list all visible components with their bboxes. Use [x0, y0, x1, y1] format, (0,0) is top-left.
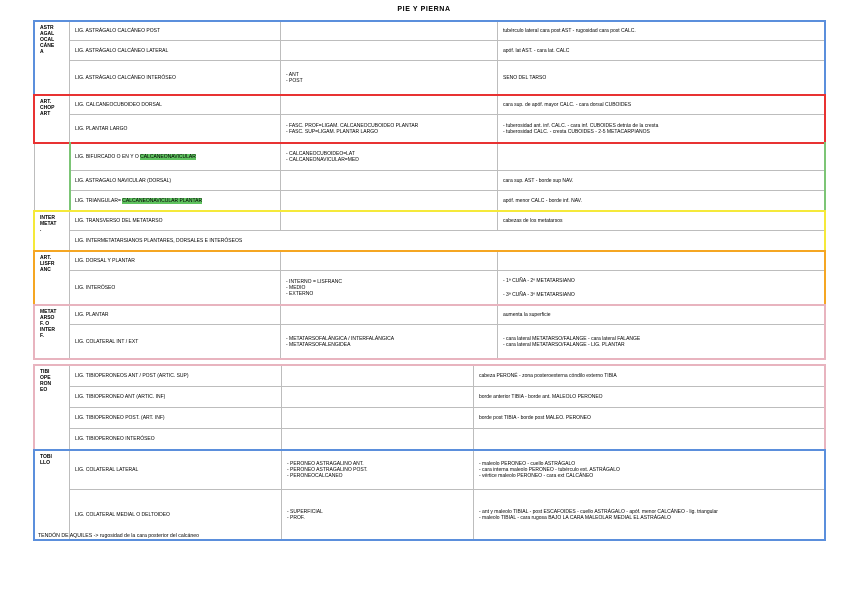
text-line: - CALCANEONAVICULAR=MED	[286, 156, 359, 163]
text-line: aumenta la superficie	[503, 311, 551, 318]
table-row	[35, 191, 825, 211]
table-row	[35, 325, 825, 359]
ligament-insertion	[498, 191, 825, 211]
table-row	[35, 490, 825, 540]
ligament-parts	[281, 41, 498, 61]
table-row	[35, 251, 825, 271]
group-label	[35, 21, 70, 95]
ligament-parts	[282, 408, 474, 429]
text-line: - CALCANEOCUBOIDEO=LAT	[286, 150, 355, 157]
group-label-line: F. O	[40, 321, 50, 327]
ligament-parts	[282, 450, 474, 490]
table-row	[35, 408, 825, 429]
ligament-name: LIG. INTERÓSEO	[70, 271, 281, 305]
text-line: - cara interna maleolo PERONEO - tubérculo ext. ASTRÁGALO	[479, 466, 620, 473]
ligament-parts	[281, 171, 498, 191]
group-label-line: RON	[40, 381, 52, 387]
text-line: borde post TIBIA - borde post MALEO. PERONEO	[479, 415, 591, 421]
group-label-line: TIBI	[40, 369, 50, 375]
ligament-parts	[281, 211, 498, 231]
ligament-name	[70, 191, 281, 211]
group-label	[35, 365, 70, 450]
ligament-insertion	[498, 95, 825, 115]
table-row	[35, 231, 825, 251]
ligament-parts	[281, 305, 498, 325]
highlighted-term: CALCANEONAVICULAR PLANTAR	[122, 197, 203, 204]
ligament-parts	[282, 490, 474, 540]
group-label-line: LLO	[40, 460, 50, 466]
ligament-name-text: LIG. BIFURCADO O EN Y O	[75, 153, 141, 160]
ligament-insertion	[498, 61, 825, 95]
group-label	[35, 95, 70, 211]
footer-note: TENDÓN DE AQUILES -> rugosidad de la cara posterior del calcáneo	[38, 533, 200, 539]
group-label-line: ARSO	[40, 315, 55, 321]
text-line: - PERONEO ASTRAGALINO POST.	[287, 466, 368, 473]
group-label-line: OCAL	[40, 37, 55, 43]
text-line: - PROF.	[287, 514, 305, 521]
text-line: - SUPERFICIAL	[287, 508, 323, 515]
group-label-line: A	[40, 49, 44, 55]
table-row	[35, 387, 825, 408]
text-line: cabezas de los metatarsos	[503, 217, 563, 224]
ligament-insertion	[474, 387, 825, 408]
ligament-parts	[281, 115, 498, 143]
ligament-name: LIG. ASTRÁGALO CALCÁNEO LATERAL	[70, 41, 281, 61]
group-label-line: ART.	[40, 99, 52, 105]
ligaments-table-foot	[34, 20, 825, 359]
ligament-parts	[281, 271, 498, 305]
ligament-parts	[281, 251, 498, 271]
group-label-line: METAT	[40, 309, 57, 315]
table-row	[35, 21, 825, 41]
ligament-insertion	[498, 211, 825, 231]
group-label-line: LISFR	[40, 261, 55, 267]
ligament-name: LIG. DORSAL Y PLANTAR	[70, 251, 281, 271]
ligament-name: LIG. CALCANEOCUBOIDEO DORSAL	[70, 95, 281, 115]
group-label	[35, 450, 70, 540]
ligament-parts	[281, 143, 498, 171]
text-line: - FASC. PROF=LIGAM. CALCANEOCUBOIDEO PLANTAR	[286, 122, 419, 129]
group-label-line: ASTR	[40, 25, 54, 31]
ligament-name: LIG. PLANTAR	[70, 305, 281, 325]
text-line: - cara lateral METATARSO/FALANGE - LIG. PLANTAR	[503, 341, 625, 348]
text-line: - cara lateral METATARSO/FALANGE - cara lateral FALANGE	[503, 335, 641, 342]
ligament-name: LIG. INTERMETATARSIANOS PLANTARES, DORSALES E INTERÓSEOS	[70, 231, 825, 251]
ligament-insertion	[474, 490, 825, 540]
text-line: - vértice maleolo PERONEO - cara ext CALCÁNEO	[479, 472, 594, 479]
ligament-parts	[282, 387, 474, 408]
ligament-name: LIG. COLATERAL INT / EXT	[70, 325, 281, 359]
text-line: cabeza PERONÉ - zona posteroexterna cóndilo externo TIBIA	[479, 372, 617, 379]
group-label-line: EO	[40, 387, 48, 393]
table-row	[35, 61, 825, 95]
ligaments-table-leg	[34, 364, 825, 540]
group-label-line: TOBI	[40, 454, 52, 460]
group-label	[35, 211, 70, 251]
ligament-parts	[281, 191, 498, 211]
text-line: cara sup. de apóf. mayor CALC. - cara dorsal CUBOIDES	[503, 101, 632, 108]
text-line: apóf. menor CALC - borde inf. NAV.	[503, 197, 582, 204]
group-label-line: F.	[40, 333, 44, 339]
ligament-name: LIG. TIBIOPERONEO INTERÓSEO	[70, 429, 282, 450]
text-line: - ANT	[286, 71, 299, 78]
text-line: - maleolo TIBIAL - cara rugosa BAJO LA CARA MALEOLAR MEDIAL EL ASTRÁGALO	[479, 514, 671, 521]
ligament-insertion	[474, 429, 825, 450]
ligament-insertion	[474, 365, 825, 387]
ligament-insertion	[498, 21, 825, 41]
ligament-parts	[282, 365, 474, 387]
ligament-insertion	[498, 171, 825, 191]
text-line: - POST	[286, 77, 303, 84]
ligament-name: LIG. COLATERAL MEDIAL O DELTOIDEO	[70, 490, 282, 540]
ligament-name: LIG. TRANSVERSO DEL METATARSO	[70, 211, 281, 231]
table-row	[35, 41, 825, 61]
text-line: - MEDIO	[286, 284, 306, 291]
ligament-insertion	[474, 450, 825, 490]
table-row	[35, 450, 825, 490]
group-label-line: .	[40, 227, 42, 233]
group-label-line: METAT	[40, 221, 57, 227]
group-label-line: ART	[40, 111, 51, 117]
text-line: - tuberosidad CALC. - cresta CUBOIDES - 2-5 METACARPIANOS	[503, 128, 650, 135]
text-line: - METATARSOFALENGIDEA	[286, 341, 351, 348]
text-line: - PERONEOCALCANEO	[287, 472, 343, 479]
table-row	[35, 271, 825, 305]
ligament-name: LIG. COLATERAL LATERAL	[70, 450, 282, 490]
table-row	[35, 429, 825, 450]
highlighted-term: CALCANEONAVICULAR	[140, 153, 196, 160]
group-label-line: ANC	[40, 267, 51, 273]
ligament-insertion	[498, 143, 825, 171]
ligament-name-text: LIG. TRIANGULAR=	[75, 197, 123, 204]
text-line: tubérculo lateral cara post AST - rugosidad cara post CALC.	[503, 27, 636, 34]
table-row	[35, 365, 825, 387]
text-line: - EXTERNO	[286, 290, 314, 297]
text-line: - maleolo PERONEO - cuello ASTRÁGALO	[479, 460, 576, 467]
text-line: - tuberosidad ant. inf. CALC. - cara inf. CUBOIDES detrás de la cresta	[503, 122, 659, 129]
group-label-line: ART.	[40, 255, 52, 261]
ligament-insertion	[498, 115, 825, 143]
ligament-name	[70, 143, 281, 171]
ligament-name: LIG. ASTRÁGALO CALCÁNEO INTERÓSEO	[70, 61, 281, 95]
text-line: - ant y maleolo TIBIAL - post ESCAFOIDES - cuello ASTRÁGALO - apóf. menor CALCÁNEO - lig. triangular	[479, 508, 718, 515]
ligament-parts	[281, 21, 498, 41]
text-line: - PERONEO ASTRAGALINO ANT.	[287, 460, 364, 467]
text-line: SENO DEL TARSO	[503, 74, 547, 81]
group-label-line: CÁNE	[40, 43, 55, 49]
text-line: - 1ª CUÑA - 2º METATARSIANO	[503, 277, 575, 284]
table-row	[35, 115, 825, 143]
group-label	[35, 251, 70, 305]
group-label-line: AGAL	[40, 31, 55, 37]
ligament-name: LIG. ASTRÁGALO CALCÁNEO POST	[70, 21, 281, 41]
ligament-insertion	[498, 41, 825, 61]
table-row	[35, 95, 825, 115]
group-label-line: INTER	[40, 215, 55, 221]
table-row	[35, 305, 825, 325]
text-line: - INTERNO = LISFRANC	[286, 278, 342, 285]
ligament-parts	[282, 429, 474, 450]
group-label-line: OPE	[40, 375, 51, 381]
text-line: - FASC. SUP=LIGAM. PLANTAR LARGO	[286, 128, 379, 135]
ligament-name: LIG. PLANTAR LARGO	[70, 115, 281, 143]
ligament-name: LIG. TIBIOPERONEO POST. (ART. INF)	[70, 408, 282, 429]
table-row	[35, 143, 825, 171]
ligament-name: LIG. ASTRAGALO NAVICULAR (DORSAL)	[70, 171, 281, 191]
ligament-parts	[281, 61, 498, 95]
text-line: borde anterior TIBIA - borde ant. MALEOLO PERONEO	[479, 394, 603, 400]
ligament-insertion	[498, 325, 825, 359]
group-label	[35, 305, 70, 359]
group-label-line: INTER	[40, 327, 55, 333]
text-line: apóf. lat AST. - cara lat. CALC	[503, 47, 570, 54]
ligament-insertion	[498, 251, 825, 271]
page-title: PIE Y PIERNA	[397, 6, 451, 13]
table-row	[35, 171, 825, 191]
ligament-parts	[281, 325, 498, 359]
ligament-parts	[281, 95, 498, 115]
ligament-insertion	[498, 305, 825, 325]
ligament-name: LIG. TIBIOPERONEO ANT (ARTIC. INF)	[70, 387, 282, 408]
ligament-insertion	[498, 271, 825, 305]
ligament-insertion	[474, 408, 825, 429]
table-row	[35, 211, 825, 231]
group-label-line: CHOP	[40, 105, 55, 111]
text-line: - 3ª CUÑA - 3º METATARSIANO	[503, 291, 575, 298]
text-line: cara sup. AST - borde sup NAV.	[503, 177, 574, 184]
text-line: - METATARSOFALÁNGICA / INTERFALÁNGICA	[286, 335, 395, 342]
ligament-name: LIG. TIBIOPERONEOS ANT / POST (ARTIC. SUP)	[70, 365, 282, 387]
